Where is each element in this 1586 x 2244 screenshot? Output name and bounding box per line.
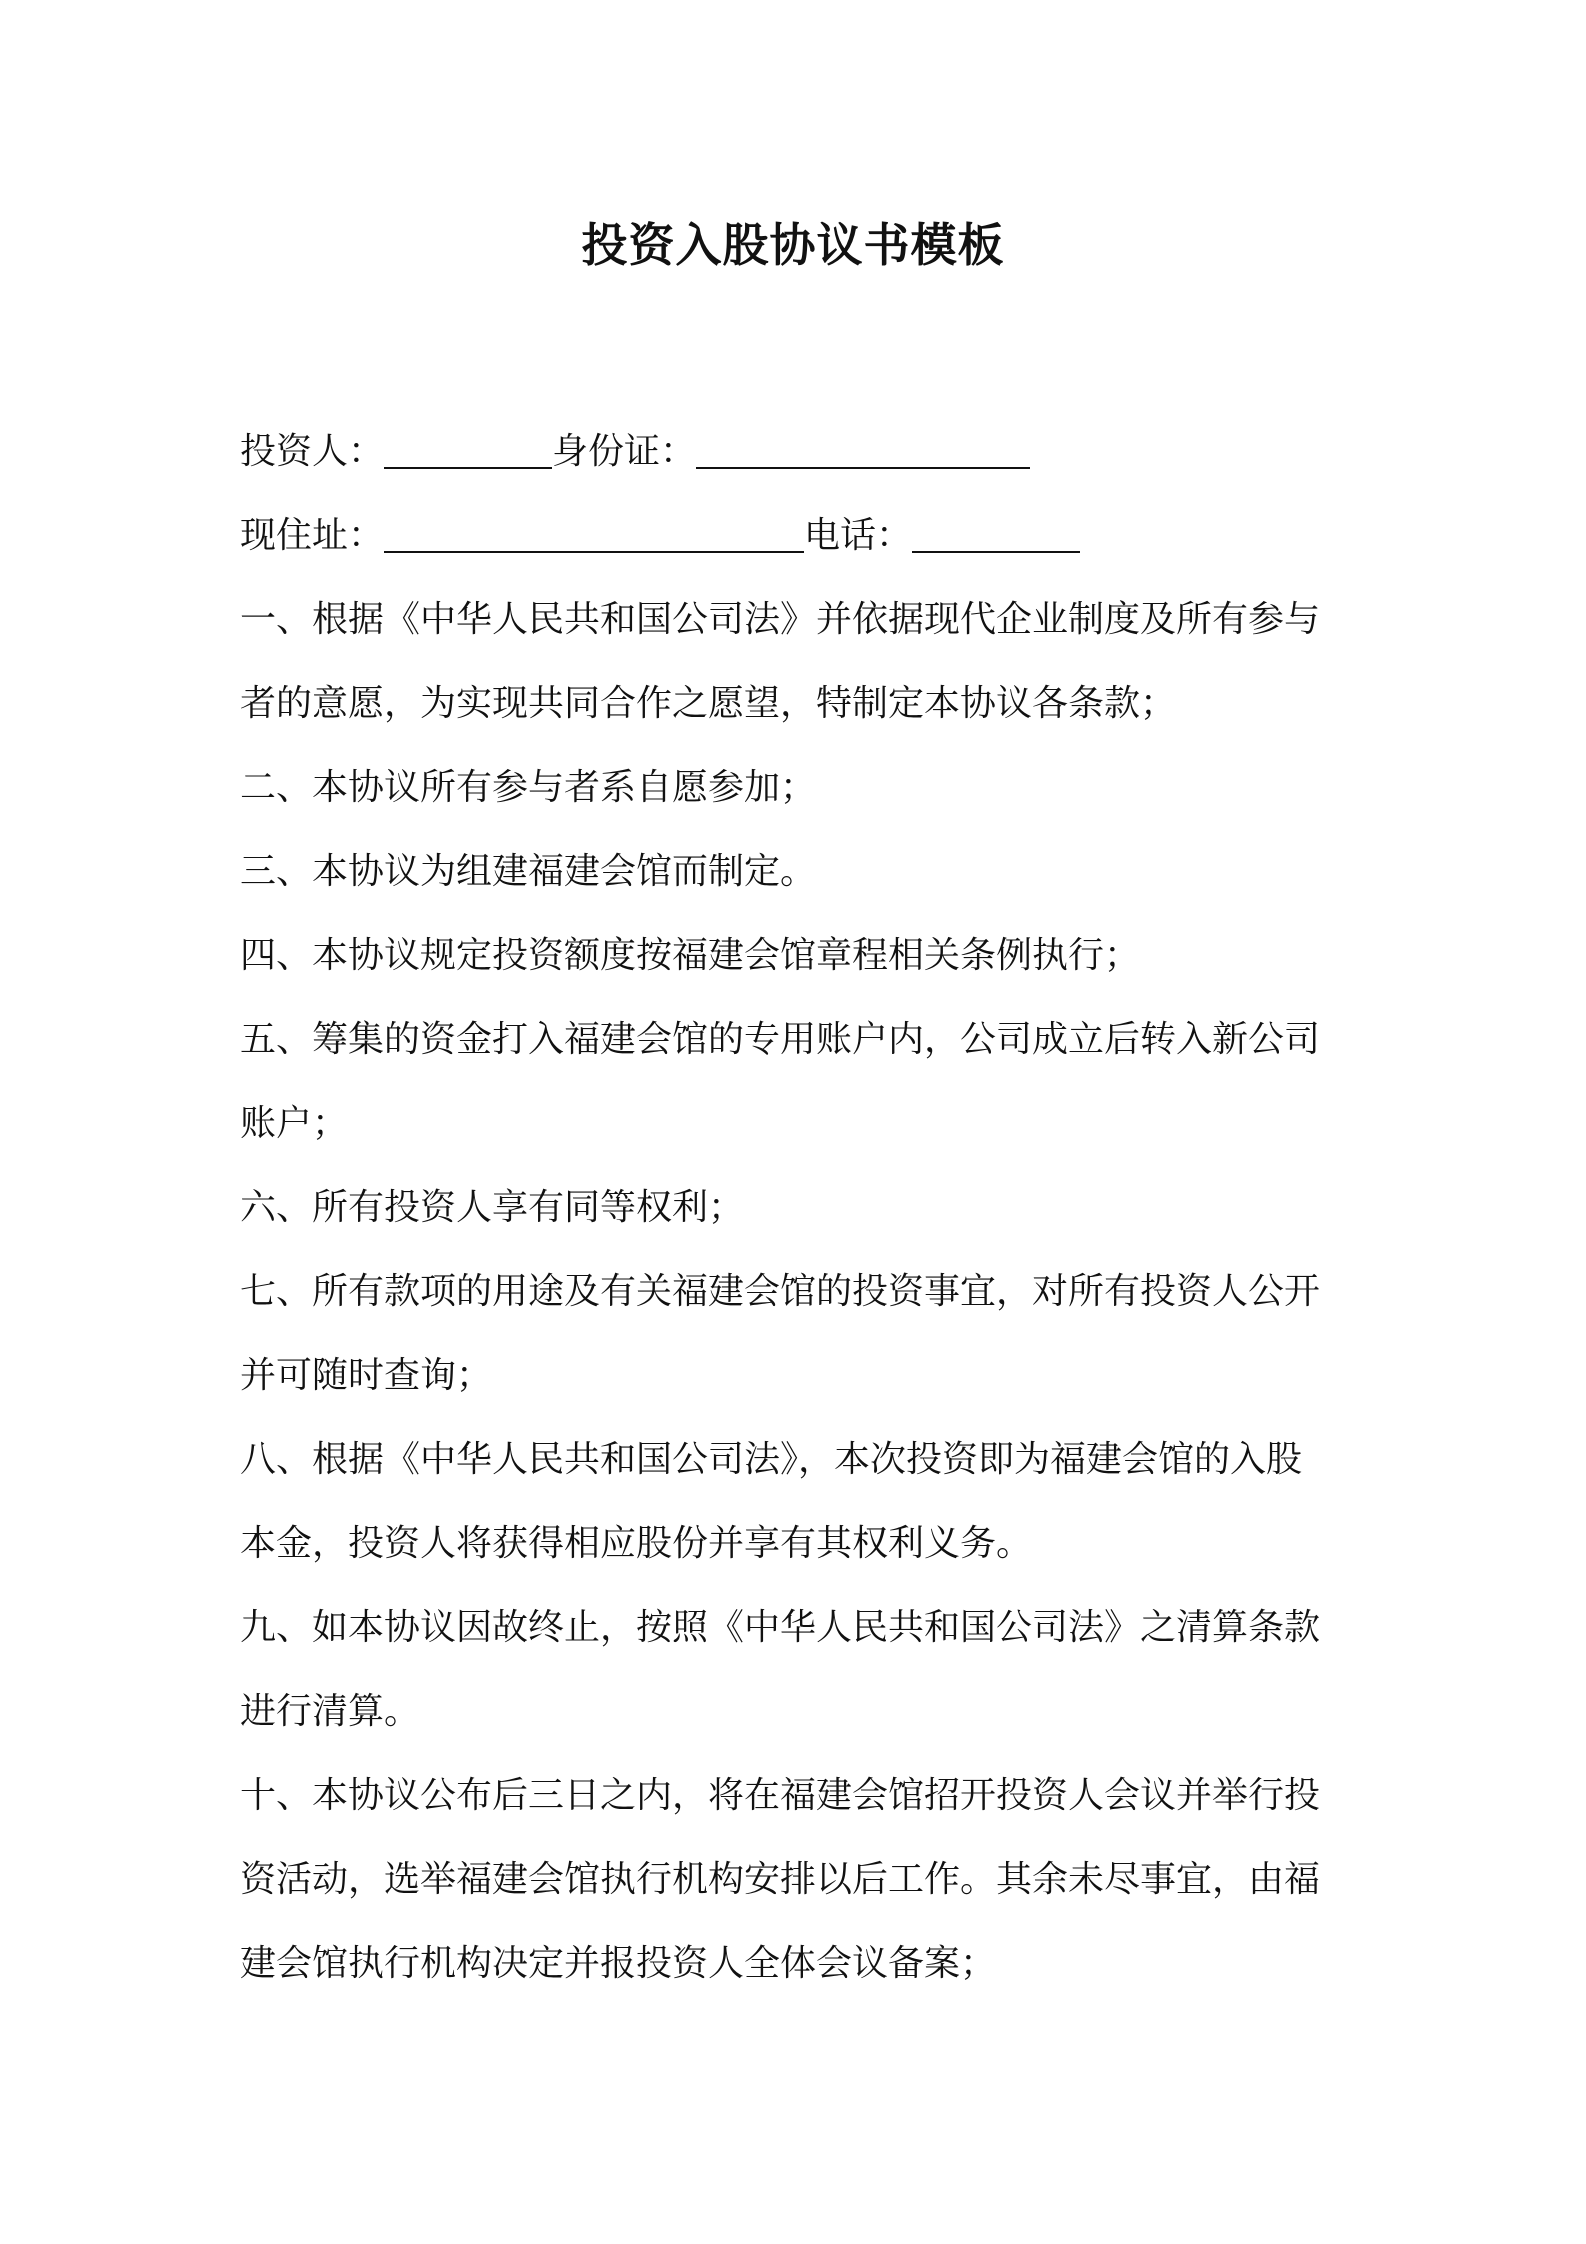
clause-line: 一、根据《中华人民共和国公司法》并依据现代企业制度及所有参与 (240, 599, 1321, 640)
clause-line: 本金，投资人将获得相应股份并享有其权利义务。 (240, 1523, 1033, 1564)
clause-line: 八、根据《中华人民共和国公司法》，本次投资即为福建会馆的入股 (240, 1439, 1303, 1480)
address-label: 现住址： (240, 515, 385, 556)
clause (240, 1250, 1360, 1418)
clause (240, 998, 1360, 1166)
investor-label: 投资人： (240, 431, 385, 472)
clause-line: 建会馆执行机构决定并报投资人全体会议备案； (240, 1943, 997, 1984)
clause (240, 1754, 1360, 2006)
id-blank (696, 431, 1030, 469)
clause (240, 1586, 1360, 1754)
clause-line: 六、所有投资人享有同等权利； (240, 1187, 745, 1228)
phone-blank (912, 515, 1080, 553)
clause-line: 者的意愿，为实现共同合作之愿望，特制定本协议各条款； (240, 683, 1177, 724)
investor-id-row (240, 410, 1360, 494)
clause-line: 二、本协议所有参与者系自愿参加； (240, 767, 817, 808)
id-label: 身份证： (552, 431, 697, 472)
phone-label: 电话： (804, 515, 913, 556)
clause-line: 四、本协议规定投资额度按福建会馆章程相关条例执行； (240, 935, 1141, 976)
clause-line: 并可随时查询； (240, 1355, 493, 1396)
clause-line: 进行清算。 (240, 1691, 421, 1732)
document-body (240, 410, 1360, 2006)
clause-line: 十、本协议公布后三日之内，将在福建会馆招开投资人会议并举行投 (240, 1775, 1321, 1816)
clause (240, 746, 1360, 830)
clause-list (240, 578, 1360, 2006)
clause (240, 578, 1360, 746)
investor-blank (384, 431, 552, 469)
clause-line: 五、筹集的资金打入福建会馆的专用账户内，公司成立后转入新公司 (240, 1019, 1321, 1060)
address-blank (384, 515, 804, 553)
address-phone-row (240, 494, 1360, 578)
clause (240, 1418, 1360, 1586)
clause (240, 1166, 1360, 1250)
document-title: 投资入股协议书模板 (581, 218, 1005, 272)
clause-line: 七、所有款项的用途及有关福建会馆的投资事宜，对所有投资人公开 (240, 1271, 1321, 1312)
clause (240, 914, 1360, 998)
clause-line: 三、本协议为组建福建会馆而制定。 (240, 851, 817, 892)
clause-line: 九、如本协议因故终止，按照《中华人民共和国公司法》之清算条款 (240, 1607, 1321, 1648)
clause (240, 830, 1360, 914)
clause-line: 账户； (240, 1103, 349, 1144)
clause-line: 资活动，选举福建会馆执行机构安排以后工作。其余未尽事宜，由福 (240, 1859, 1321, 1900)
